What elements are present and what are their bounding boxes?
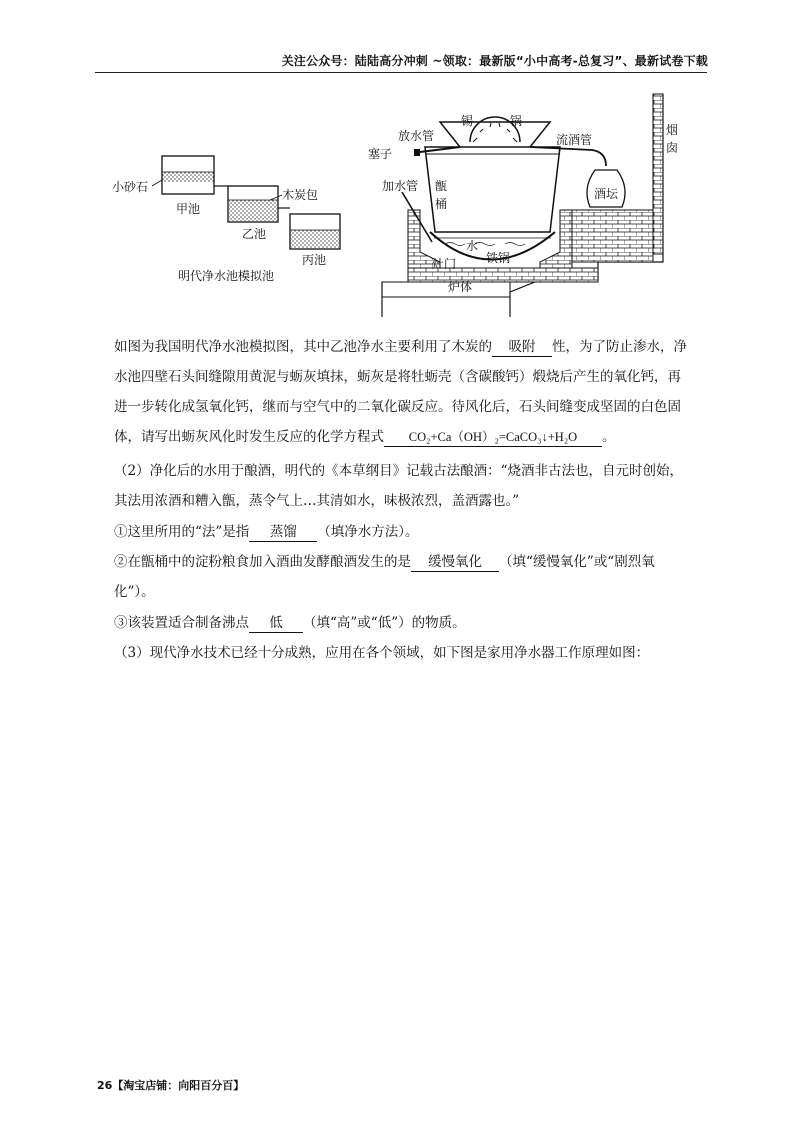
diagram-label: 加水管 (382, 179, 419, 193)
diagram-label: 囱 (666, 141, 679, 155)
diagram-label: 锅 (510, 114, 523, 128)
label-yi: 乙池 (242, 227, 267, 241)
label-bing: 丙池 (302, 253, 327, 267)
answer-distillation: 蒸馏 (249, 523, 317, 542)
label-charcoal: 木炭包 (282, 188, 319, 202)
diagram-label: 铁锅 (486, 251, 511, 265)
label-jia: 甲池 (176, 202, 201, 216)
water-tank-diagram (110, 150, 350, 285)
tin-pot (440, 122, 550, 147)
diagram-label: 塞子 (368, 147, 393, 161)
question-2: ②在甑桶中的淀粉粮食加入酒曲发酵酿酒发生的是 缓慢氧化 （填“缓慢氧化”或“剧烈氧化”）。 (114, 554, 655, 600)
diagram-label: 烟 (666, 123, 679, 137)
label-sand: 小砂石 (112, 180, 149, 194)
paragraph-3: （3）现代净水技术已经十分成熟，应用在各个领域，如下图是家用净水器工作原理如图： (114, 645, 650, 661)
diagram-label: 灶门 (432, 257, 457, 271)
page-number: 26 (97, 1079, 113, 1092)
diagram-label: 流酒管 (556, 133, 593, 147)
diagram-label: 锡 (461, 114, 474, 128)
figure-caption: 明代净水池模拟池 (178, 269, 275, 283)
answer-equation: CO₂+Ca（OH）₂=CaCO₃↓+H₂O (384, 428, 602, 447)
diagram-label: 炉体 (448, 280, 473, 294)
diagram-label: 放水管 (398, 129, 435, 143)
furnace-body (382, 282, 510, 297)
chimney (653, 94, 663, 254)
diagram-label: 甑 (435, 179, 448, 193)
plug (414, 149, 420, 156)
paragraph-1: 如图为我国明代净水池模拟图，其中乙池净水主要利用了木炭的 吸附 性，为了防止渗水，净水池四壁石头间缝隙用黄泥与蛎灰填抹，蛎灰是将牡蛎壳（含碳酸钙）煅烧后产生的氧化钙，再进一步转化成氢氧化钙，继而与空气中的二氧化碳反应。待风化后，石头间缝变成坚固的白色固体，请写出蛎灰风化时发生反应的化学方程式 CO₂+Ca（OH）₂=CaCO₃↓+H₂O 。 (114, 339, 687, 445)
header-rule (95, 72, 707, 73)
answer-slow-oxidation: 缓慢氧化 (411, 553, 499, 572)
diagram-label: 水 (466, 239, 479, 253)
distillation-diagram (360, 92, 690, 317)
diagram-label: 桶 (435, 197, 448, 211)
question-1: ①这里所用的“法”是指 蒸馏 （填净水方法）。 (114, 524, 419, 540)
answer-adsorption: 吸附 (492, 338, 552, 357)
answer-low: 低 (249, 614, 303, 633)
paragraph-2: （2）净化后的水用于酿酒，明代的《本草纲目》记载古法酿酒：“烧酒非古法也，自元时创始，其法用浓酒和糟入甑，蒸令气上…其清如水，味极浓烈，盖酒露也。” (114, 463, 683, 509)
page-header: 关注公众号：陆陆高分冲刺 ~领取：最新版“小中高考-总复习”、最新试卷下载 (281, 54, 708, 68)
diagram-label: 酒坛 (594, 187, 619, 201)
sand-layer (162, 172, 214, 182)
shop-name: 【淘宝店铺：向阳百分百】 (112, 1079, 245, 1092)
page-footer (97, 1077, 244, 1093)
question-3: ③该装置适合制备沸点 低 （填“高”或“低”）的物质。 (114, 615, 466, 631)
